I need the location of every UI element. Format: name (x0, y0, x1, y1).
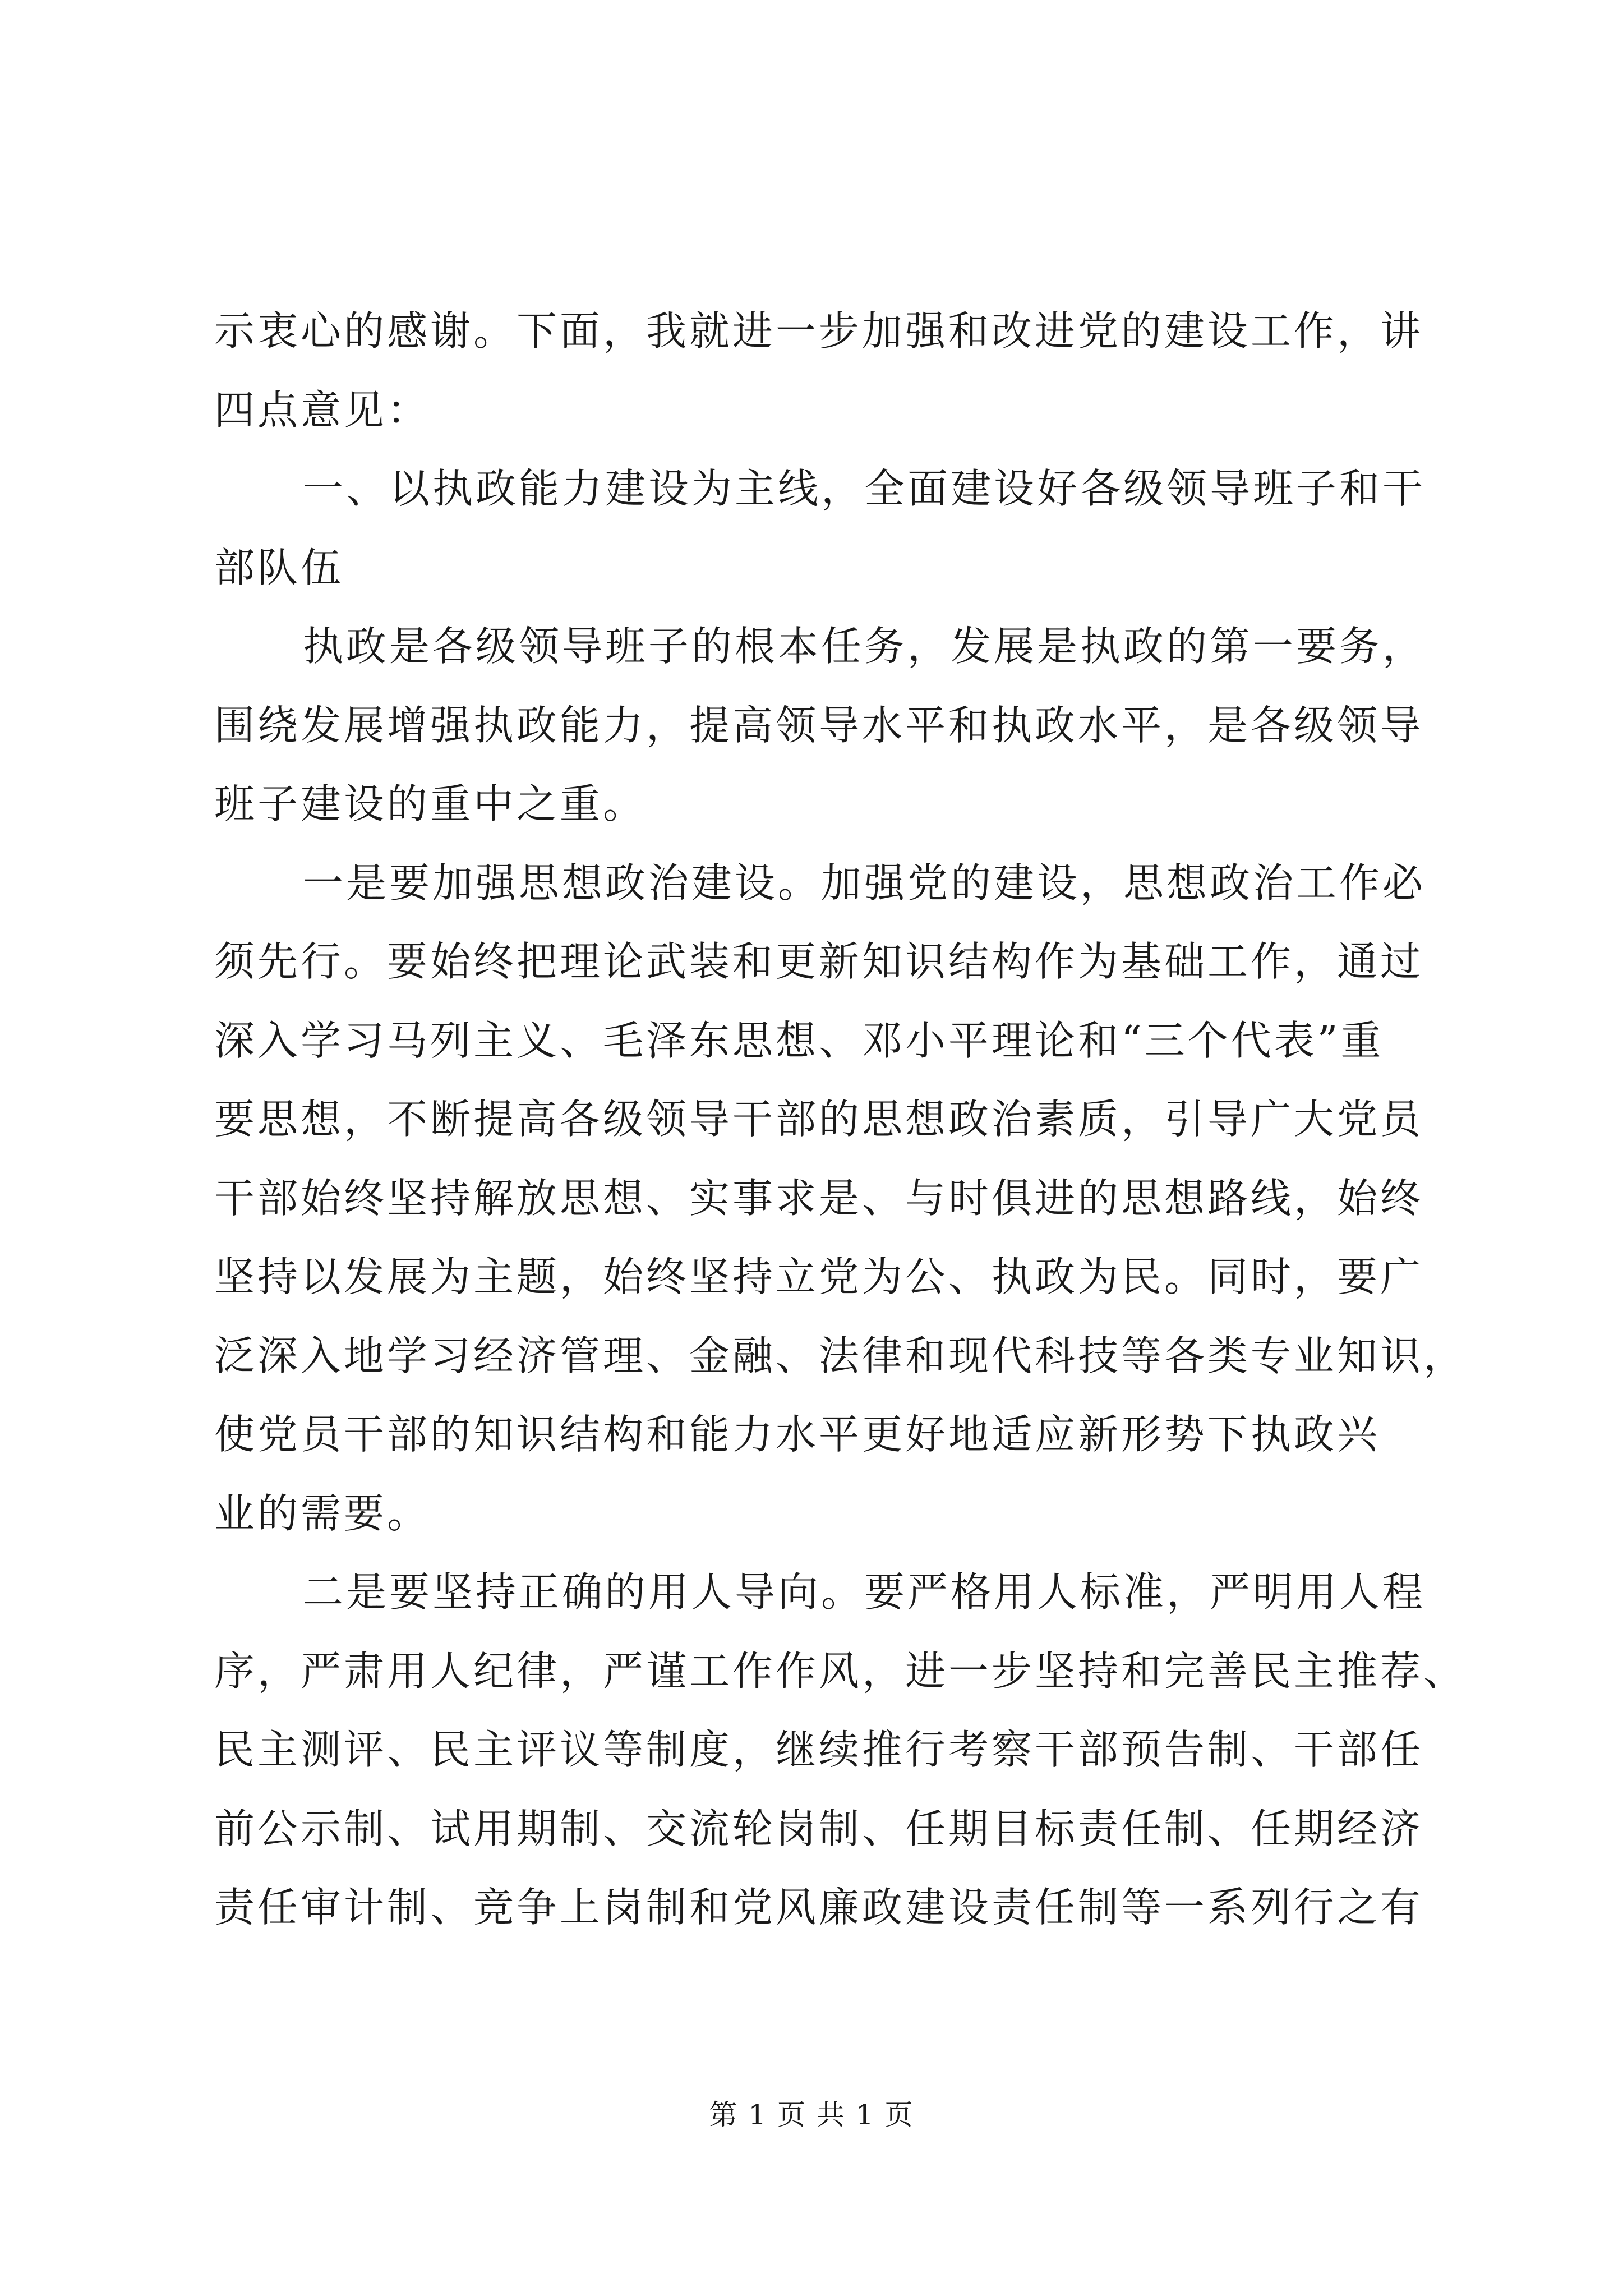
text-line: 责任审计制、竞争上岗制和党风廉政建设责任制等一系列行之有 (214, 1884, 1424, 1931)
paragraph-4 (214, 844, 1467, 1553)
page-number: 第 1 页 共 1 页 (709, 2099, 914, 2131)
text-line: 干部始终坚持解放思想、实事求是、与时俱进的思想路线，始终 (214, 1174, 1424, 1222)
text-line: 示衷心的感谢。下面，我就进一步加强和改进党的建设工作，讲 (214, 307, 1424, 355)
text-line: 二是要坚持正确的用人导向。要严格用人标准，严明用人程 (303, 1568, 1426, 1616)
text-line: 班子建设的重中之重。 (214, 780, 647, 827)
text-line: 深入学习马列主义、毛泽东思想、邓小平理论和“三个代表”重 (214, 1016, 1384, 1064)
text-line: 民主测评、民主评议等制度，继续推行考察干部预告制、干部任 (214, 1726, 1424, 1773)
text-line: 坚持以发展为主题，始终坚持立党为公、执政为民。同时，要广 (214, 1253, 1424, 1300)
text-line: 一是要加强思想政治建设。加强党的建设，思想政治工作必 (303, 859, 1426, 907)
text-line: 序，严肃用人纪律，严谨工作作风，进一步坚持和完善民主推荐、 (214, 1647, 1467, 1695)
text-line: 业的需要。 (214, 1489, 431, 1537)
section-heading-1 (214, 449, 1437, 607)
paragraph-5 (214, 1553, 1467, 1947)
text-line: 一、以执政能力建设为主线，全面建设好各级领导班子和干 (303, 465, 1426, 512)
text-line: 部队伍 (214, 544, 344, 591)
text-line: 前公示制、试用期制、交流轮岗制、任期目标责任制、任期经济 (214, 1805, 1424, 1852)
text-line: 要思想，不断提高各级领导干部的思想政治素质，引导广大党员 (214, 1096, 1424, 1143)
text-line: 执政是各级领导班子的根本任务，发展是执政的第一要务， (303, 623, 1426, 670)
text-line: 泛深入地学习经济管理、金融、法律和现代科技等各类专业知识， (214, 1332, 1467, 1379)
text-line: 四点意见： (214, 386, 431, 434)
text-line: 须先行。要始终把理论武装和更新知识结构作为基础工作，通过 (214, 938, 1424, 985)
document-body (214, 292, 1467, 1947)
page-footer (0, 2095, 1623, 2134)
text-line: 使党员干部的知识结构和能力水平更好地适应新形势下执政兴 (214, 1411, 1381, 1458)
paragraph-1 (214, 292, 1437, 449)
paragraph-3 (214, 607, 1437, 844)
text-line: 围绕发展增强执政能力，提高领导水平和执政水平，是各级领导 (214, 701, 1424, 749)
